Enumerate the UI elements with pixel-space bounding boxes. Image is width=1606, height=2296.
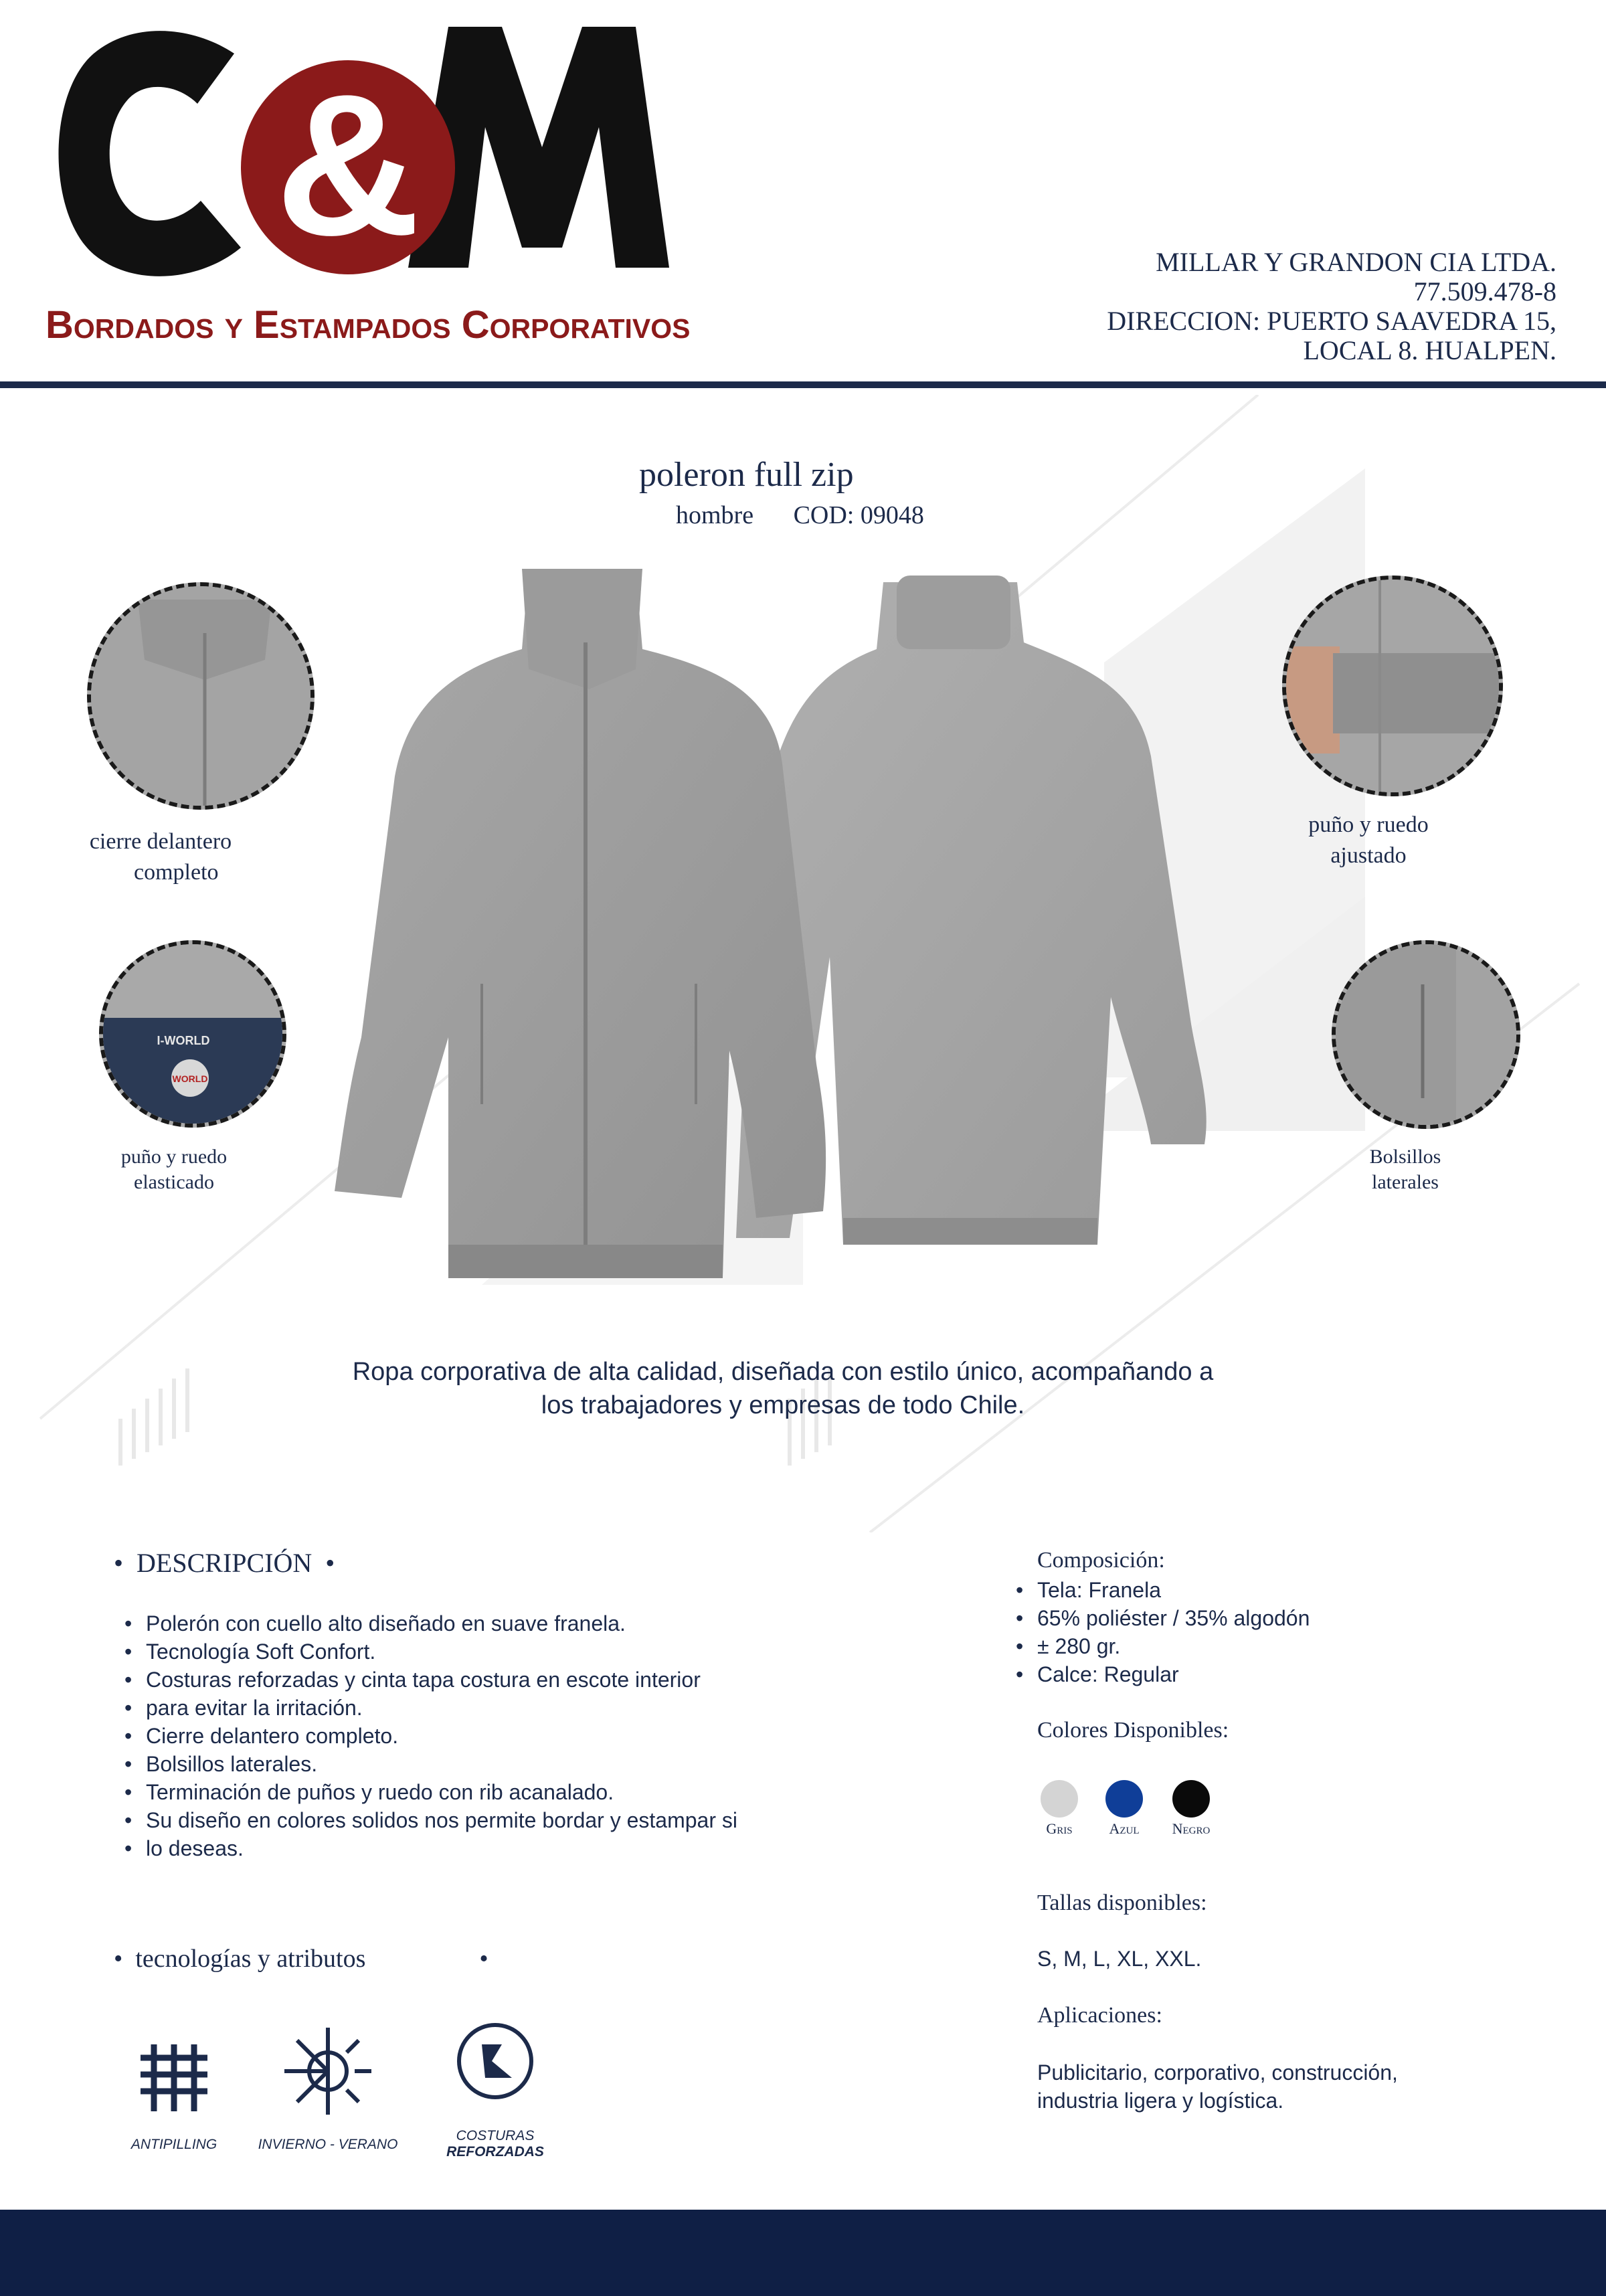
swatch-gris xyxy=(1041,1780,1078,1818)
list-item: • 65% poliéster / 35% algodón xyxy=(1012,1604,1480,1632)
detail-label-zipper: cierre delantero completo xyxy=(89,829,232,885)
brand-tagline: Bordados y Estampados Corporativos xyxy=(46,303,691,347)
detail-cuff-elastic xyxy=(99,940,286,1128)
swatch-label-negro: Negro xyxy=(1172,1820,1211,1837)
description-heading: • DESCRIPCIÓN • xyxy=(114,1548,335,1578)
detail-front-zipper xyxy=(87,582,315,810)
list-item: • Polerón con cuello alto diseñado en suave franela. xyxy=(120,1609,790,1638)
tech-label-winter-summer: INVIERNO - VERANO xyxy=(258,2137,398,2152)
detail-side-pockets xyxy=(1332,940,1520,1129)
tech-label-reinforced: COSTURAS REFORZADAS xyxy=(446,2128,544,2159)
list-item: • Su diseño en colores solidos nos permite bordar y estampar si xyxy=(120,1806,790,1834)
list-item-continuation: • para evitar la irritación. xyxy=(120,1694,790,1722)
sizes-heading: Tallas disponibles: xyxy=(1037,1890,1207,1915)
product-gender: hombre xyxy=(676,501,754,529)
colors-heading: Colores Disponibles: xyxy=(1037,1718,1229,1743)
company-address-line2: LOCAL 8. HUALPEN. xyxy=(1303,335,1556,365)
product-subtitle xyxy=(676,501,924,530)
technologies-heading: • tecnologías y atributos • xyxy=(114,1945,488,1973)
composition-section xyxy=(1037,1548,1165,1573)
list-item: • Calce: Regular xyxy=(1012,1660,1480,1688)
header-divider xyxy=(0,381,1606,388)
logo-letter-c xyxy=(59,31,242,276)
swatch-negro xyxy=(1172,1780,1210,1818)
detail-label-cuff-fitted: puño y ruedo ajustado xyxy=(1308,812,1429,868)
sizes-value: S, M, L, XL, XXL. xyxy=(1037,1947,1202,1971)
tag-logo-text: WORLD xyxy=(172,1073,208,1084)
list-item: • Bolsillos laterales. xyxy=(120,1750,790,1778)
marketing-text: Ropa corporativa de alta calidad, diseñada con estilo único, acompañando a los trabajadores y empresas de todo Chile. xyxy=(352,1358,1214,1419)
product-title: poleron full zip xyxy=(639,456,854,494)
pocket-closeup xyxy=(1336,944,1520,1129)
company-address-line1: DIRECCION: PUERTO SAAVEDRA 15, xyxy=(1107,306,1556,336)
composition-list xyxy=(1012,1576,1480,1688)
company-rut: 77.509.478-8 xyxy=(1413,276,1556,306)
antipilling-icon xyxy=(134,2038,214,2118)
tech-label-antipilling: ANTIPILLING xyxy=(130,2137,217,2152)
description-list xyxy=(120,1609,790,1862)
swatch-azul xyxy=(1105,1780,1143,1818)
detail-label-pockets: Bolsillos laterales xyxy=(1369,1146,1441,1193)
composition-heading: Composición: xyxy=(1037,1548,1165,1573)
detail-cuff-fitted xyxy=(1282,576,1503,796)
list-item: • Terminación de puños y ruedo con rib acanalado. xyxy=(120,1778,790,1806)
footer-bar xyxy=(0,2210,1606,2296)
applications-text: Publicitario, corporativo, construcción, industria ligera y logística. xyxy=(1037,2060,1398,2113)
logo-ampersand: & xyxy=(275,52,421,277)
zipper-closeup xyxy=(91,586,315,810)
list-item: • Tecnología Soft Confort. xyxy=(120,1638,790,1666)
product-code: COD: 09048 xyxy=(793,501,924,529)
jacket-front-view xyxy=(335,569,826,1278)
label-closeup xyxy=(103,944,286,1128)
list-item: • Costuras reforzadas y cinta tapa costura en escote interior xyxy=(120,1666,790,1694)
winter-summer-icon xyxy=(281,2024,375,2118)
swatch-label-azul: Azul xyxy=(1109,1820,1140,1837)
list-item: • ± 280 gr. xyxy=(1012,1632,1480,1660)
applications-heading: Aplicaciones: xyxy=(1037,2003,1162,2028)
garment-illustration xyxy=(321,555,1271,1325)
cuff-closeup xyxy=(1286,580,1503,796)
tag-brand-text: I-WORLD xyxy=(157,1034,210,1047)
swatch-label-gris: Gris xyxy=(1046,1820,1073,1837)
list-item-continuation: • lo deseas. xyxy=(120,1834,790,1862)
list-item: • Tela: Franela xyxy=(1012,1576,1480,1604)
list-item: • Cierre delantero completo. xyxy=(120,1722,790,1750)
company-name: MILLAR Y GRANDON CIA LTDA. xyxy=(1156,247,1556,277)
company-info xyxy=(1107,248,1556,365)
brand-logo xyxy=(33,13,676,294)
detail-label-cuff-elastic: puño y ruedo elasticado xyxy=(120,1146,228,1193)
reinforced-seams-icon xyxy=(455,2021,535,2101)
